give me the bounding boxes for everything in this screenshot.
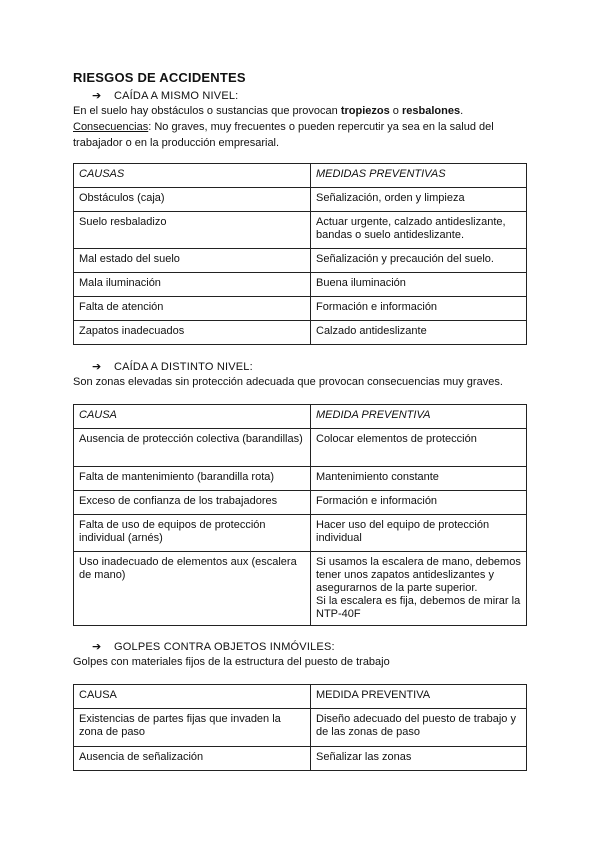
table-header-row xyxy=(74,685,527,709)
arrow-bullet-icon: ➔ xyxy=(92,361,102,373)
table-header-cell: CAUSA xyxy=(74,405,311,429)
table-header-cell: CAUSAS xyxy=(74,164,311,188)
section-heading xyxy=(92,640,335,653)
table-header-row xyxy=(74,405,527,429)
table-row xyxy=(74,491,527,515)
table-row xyxy=(74,321,527,345)
table-cell: Exceso de confianza de los trabajadores xyxy=(74,491,311,515)
table-header-cell: MEDIDAS PREVENTIVAS xyxy=(311,164,527,188)
consequences-label: Consecuencias xyxy=(73,121,149,133)
table-row xyxy=(74,429,527,467)
description-text: o xyxy=(389,105,402,117)
table-cell: Señalización, orden y limpieza xyxy=(311,188,527,212)
table-row xyxy=(74,709,527,747)
consequences-text: : No graves, muy frecuentes o pueden repercutir ya sea en la salud del trabajador o en la producción empresarial. xyxy=(73,121,494,149)
description-text: . xyxy=(460,105,464,117)
table-cell: Si usamos la escalera de mano, debemos tener unos zapatos antideslizantes y asegurarnos de la parte superior. Si la escalera es fija, debemos de mirar la NTP-40F xyxy=(311,552,527,626)
table-cell: Suelo resbaladizo xyxy=(74,212,311,249)
section-heading xyxy=(92,89,238,102)
table-header-cell: MEDIDA PREVENTIVA xyxy=(311,685,527,709)
table-cell: Existencias de partes fijas que invaden la zona de paso xyxy=(74,709,311,747)
section-description xyxy=(73,103,533,151)
table-cell: Formación e información xyxy=(311,297,527,321)
table-cell: Uso inadecuado de elementos aux (escalera de mano) xyxy=(74,552,311,626)
table-row xyxy=(74,249,527,273)
table-cell: Señalización y precaución del suelo. xyxy=(311,249,527,273)
table-cell: Diseño adecuado del puesto de trabajo y de las zonas de paso xyxy=(311,709,527,747)
table-row xyxy=(74,467,527,491)
section-heading xyxy=(92,360,253,373)
table-row xyxy=(74,747,527,771)
page-title: RIESGOS DE ACCIDENTES xyxy=(73,70,246,85)
arrow-bullet-icon: ➔ xyxy=(92,641,102,653)
table-cell: Mal estado del suelo xyxy=(74,249,311,273)
causes-table-same-level xyxy=(73,163,527,345)
table-cell: Mantenimiento constante xyxy=(311,467,527,491)
table-cell: Actuar urgente, calzado antideslizante, bandas o suelo antideslizante. xyxy=(311,212,527,249)
causes-table-fixed-objects xyxy=(73,684,527,771)
section-description: Golpes con materiales fijos de la estructura del puesto de trabajo xyxy=(73,656,390,668)
description-bold-text: resbalones xyxy=(401,105,461,117)
table-cell: Ausencia de señalización xyxy=(74,747,311,771)
table-row xyxy=(74,515,527,552)
table-cell: Formación e información xyxy=(311,491,527,515)
table-row xyxy=(74,273,527,297)
table-cell: Falta de mantenimiento (barandilla rota) xyxy=(74,467,311,491)
table-row xyxy=(74,552,527,626)
description-text: En el suelo hay obstáculos o sustancias que provocan xyxy=(73,105,341,117)
table-row xyxy=(74,188,527,212)
table-cell: Señalizar las zonas xyxy=(311,747,527,771)
table-row xyxy=(74,212,527,249)
section-heading-text: GOLPES CONTRA OBJETOS INMÓVILES: xyxy=(114,641,335,653)
table-cell: Ausencia de protección colectiva (barandillas) xyxy=(74,429,311,467)
table-cell: Calzado antideslizante xyxy=(311,321,527,345)
section-description: Son zonas elevadas sin protección adecuada que provocan consecuencias muy graves. xyxy=(73,376,503,388)
arrow-bullet-icon: ➔ xyxy=(92,90,102,102)
causes-table-different-level xyxy=(73,404,527,626)
table-row xyxy=(74,297,527,321)
table-header-cell: CAUSA xyxy=(74,685,311,709)
table-header-row xyxy=(74,164,527,188)
description-bold-text: tropiezos xyxy=(340,105,390,117)
table-cell: Falta de uso de equipos de protección individual (arnés) xyxy=(74,515,311,552)
section-heading-text: CAÍDA A DISTINTO NIVEL: xyxy=(114,361,253,373)
table-cell: Hacer uso del equipo de protección individual xyxy=(311,515,527,552)
table-cell: Zapatos inadecuados xyxy=(74,321,311,345)
section-heading-text: CAÍDA A MISMO NIVEL: xyxy=(114,90,239,102)
table-cell: Falta de atención xyxy=(74,297,311,321)
table-cell: Colocar elementos de protección xyxy=(311,429,527,467)
table-header-cell: MEDIDA PREVENTIVA xyxy=(311,405,527,429)
table-cell: Buena iluminación xyxy=(311,273,527,297)
table-cell: Mala iluminación xyxy=(74,273,311,297)
table-cell: Obstáculos (caja) xyxy=(74,188,311,212)
